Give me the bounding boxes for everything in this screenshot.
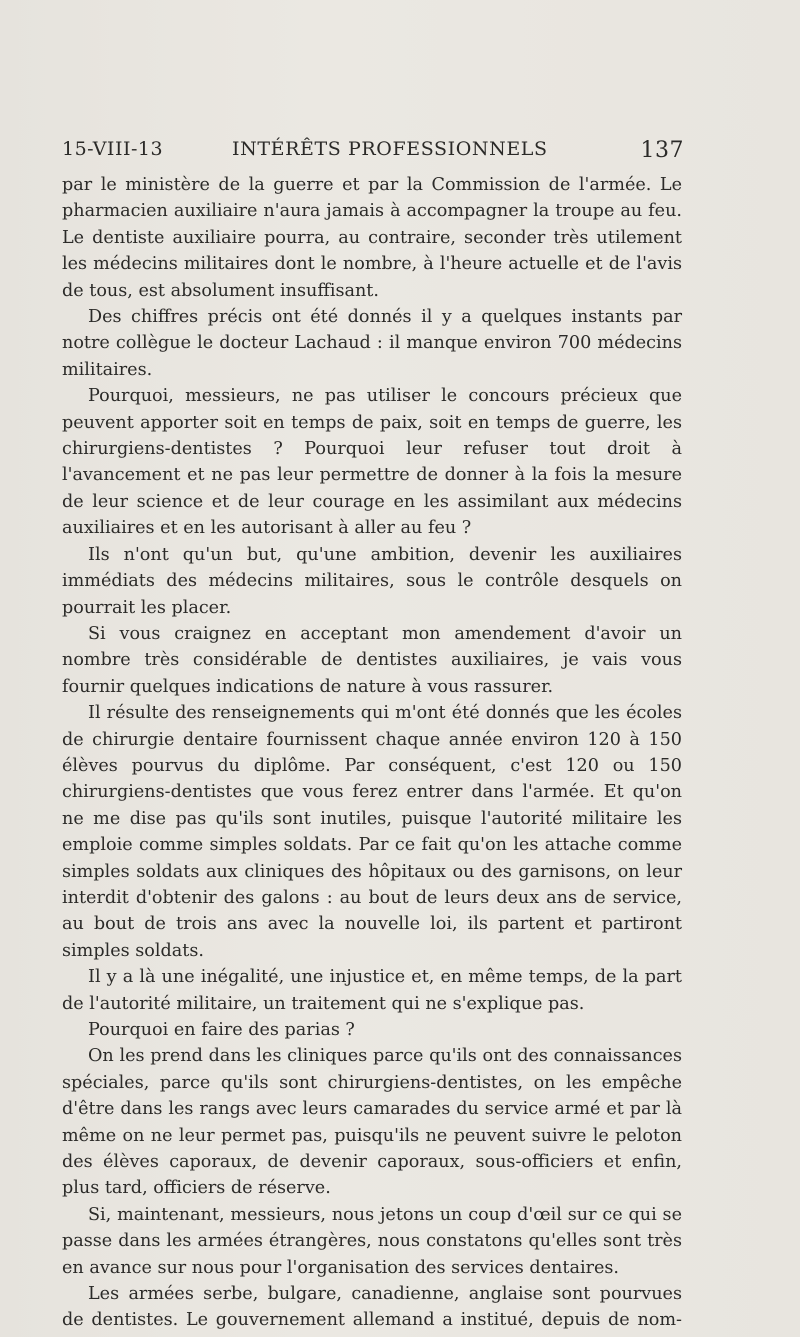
paragraph: Si, maintenant, messieurs, nous jetons un coup d'œil sur ce qui se passe dans les armées étrangères, nous constatons qu'elles sont très en avance sur nous pour l'organisation des services dentaires. (62, 1204, 682, 1278)
paragraph-continuation: par le ministère de la guerre et par la Commission de l'armée. Le pharmacien auxiliaire n'aura jamais à accompagner la troupe au feu. Le dentiste auxiliaire pourra, au contraire, seconder très utilement les médecins militaires dont le nombre, à l'heure actuelle et de l'avis de tous, est absolument insuffisant. (62, 175, 682, 301)
paragraph: Des chiffres précis ont été donnés il y a quelques instants par notre collègue le docteur Lachaud : il manque environ 700 médecins militaires. (62, 307, 682, 380)
running-header (62, 138, 684, 168)
running-title: INTÉRÊTS PROFESSIONNELS (232, 138, 548, 160)
paragraph: Il y a là une inégalité, une injustice et, en même temps, de la part de l'autorité militaire, un traitement qui ne s'explique pas. (62, 967, 682, 1014)
paragraph: Pourquoi en faire des parias ? (88, 1020, 355, 1040)
paragraph: Pourquoi, messieurs, ne pas utiliser le concours précieux que peuvent apporter soit en temps de paix, soit en temps de guerre, les chirurgiens-dentistes ? Pourquoi leur refuser tout droit à l'avancement et ne pas leur permettre de donner à la fois la mesure de leur science et de leur courage en les assimilant aux médecins auxiliaires et en les autorisant à aller au feu ? (62, 386, 682, 539)
paragraph: Si vous craignez en acceptant mon amendement d'avoir un nombre très considérable de dentistes auxiliaires, je vais vous fournir quelques indications de nature à vous rassurer. (62, 623, 682, 697)
body-text (62, 172, 682, 1334)
paragraph: On les prend dans les cliniques parce qu'ils ont des connaissances spéciales, parce qu'ils sont chirurgiens-dentistes, on les empêche d'être dans les rangs avec leurs camarades du service armé et par là même on ne leur permet pas, puisqu'ils ne peuvent suivre le peloton des élèves caporaux, de devenir caporaux, sous-officiers et enfin, plus tard, officiers de réserve. (62, 1046, 682, 1199)
header-date: 15-VIII-13 (62, 138, 164, 160)
paragraph-last: Les armées serbe, bulgare, canadienne, anglaise sont pourvues de dentistes. Le gouvernement allemand a institué, depuis de nom- (62, 1284, 682, 1331)
paragraph: Il résulte des renseignements qui m'ont été donnés que les écoles de chirurgie dentaire fournissent chaque année environ 120 à 150 élèves pourvus du diplôme. Par conséquent, c'est 120 ou 150 chirurgiens-dentistes que vous ferez entrer dans l'armée. Et qu'on ne me dise pas qu'ils sont inutiles, puisque l'autorité militaire les emploie comme simples soldats. Par ce fait qu'on les attache comme simples soldats aux cliniques des hôpitaux ou des garnisons, on leur interdit d'obtenir des galons : au bout de leurs deux ans de service, au bout de trois ans avec la nouvelle loi, ils partent et partiront simples soldats. (62, 703, 682, 961)
paragraph: Ils n'ont qu'un but, qu'une ambition, devenir les auxiliaires immédiats des médecins militaires, sous le contrôle desquels on pourrait les placer. (62, 544, 682, 618)
page-number: 137 (640, 138, 684, 163)
